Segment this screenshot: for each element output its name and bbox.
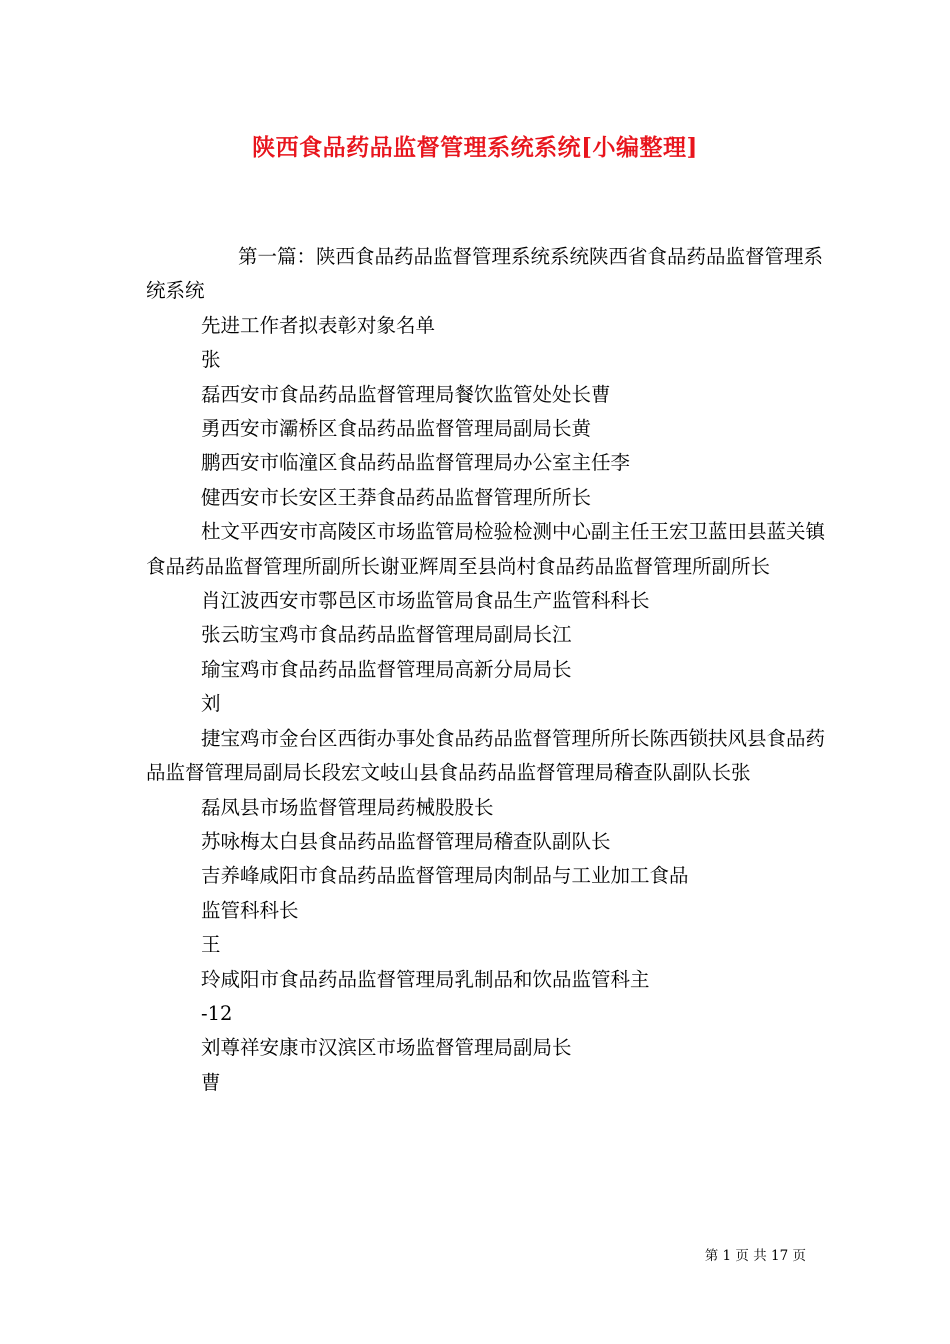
paragraph: 曹 (201, 1070, 221, 1094)
paragraph: 张 (201, 348, 221, 372)
paragraph: 肖江波西安市鄠邑区市场监管局食品生产监管科科长 (201, 589, 650, 613)
paragraph: 瑜宝鸡市食品药品监督管理局高新分局局长 (201, 657, 572, 681)
paragraph: -12 (201, 1001, 233, 1025)
paragraph: 捷宝鸡市金台区西街办事处食品药品监督管理所所长陈西锁扶风县食品药品监督管理局副局长段宏文岐山县食品药品监督管理局稽查队副队长张 (146, 726, 826, 785)
paragraph: 健西安市长安区王莽食品药品监督管理所所长 (201, 485, 592, 509)
paragraph: 监管科科长 (201, 898, 299, 922)
paragraph: 勇西安市灞桥区食品药品监督管理局副局长黄 (201, 417, 592, 441)
paragraph: 苏咏梅太白县食品药品监督管理局稽查队副队长 (201, 829, 611, 853)
paragraph: 吉养峰咸阳市食品药品监督管理局肉制品与工业加工食品 (201, 864, 689, 888)
paragraph: 磊西安市食品药品监督管理局餐饮监管处处长曹 (201, 382, 611, 406)
paragraph: 刘尊祥安康市汉滨区市场监督管理局副局长 (201, 1036, 572, 1060)
document-body (146, 240, 826, 1100)
paragraph: 张云昉宝鸡市食品药品监督管理局副局长江 (201, 623, 572, 647)
paragraph: 先进工作者拟表彰对象名单 (201, 313, 436, 337)
document-title: 陕西食品药品监督管理系统系统[小编整理] (252, 134, 698, 161)
paragraph: 磊凤县市场监督管理局药械股股长 (201, 795, 494, 819)
paragraph: 玲咸阳市食品药品监督管理局乳制品和饮品监管科主 (201, 967, 650, 991)
paragraph: 第一篇：陕西食品药品监督管理系统系统陕西省食品药品监督管理系统系统 (146, 245, 824, 303)
paragraph: 杜文平西安市高陵区市场监管局检验检测中心副主任王宏卫蓝田县蓝关镇食品药品监督管理所副所长谢亚辉周至县尚村食品药品监督管理所副所长 (146, 520, 826, 578)
page-number-footer: 第 1 页 共 17 页 (704, 1248, 806, 1264)
paragraph: 刘 (201, 692, 221, 716)
paragraph: 王 (201, 933, 221, 957)
paragraph: 鹏西安市临潼区食品药品监督管理局办公室主任李 (201, 451, 631, 475)
